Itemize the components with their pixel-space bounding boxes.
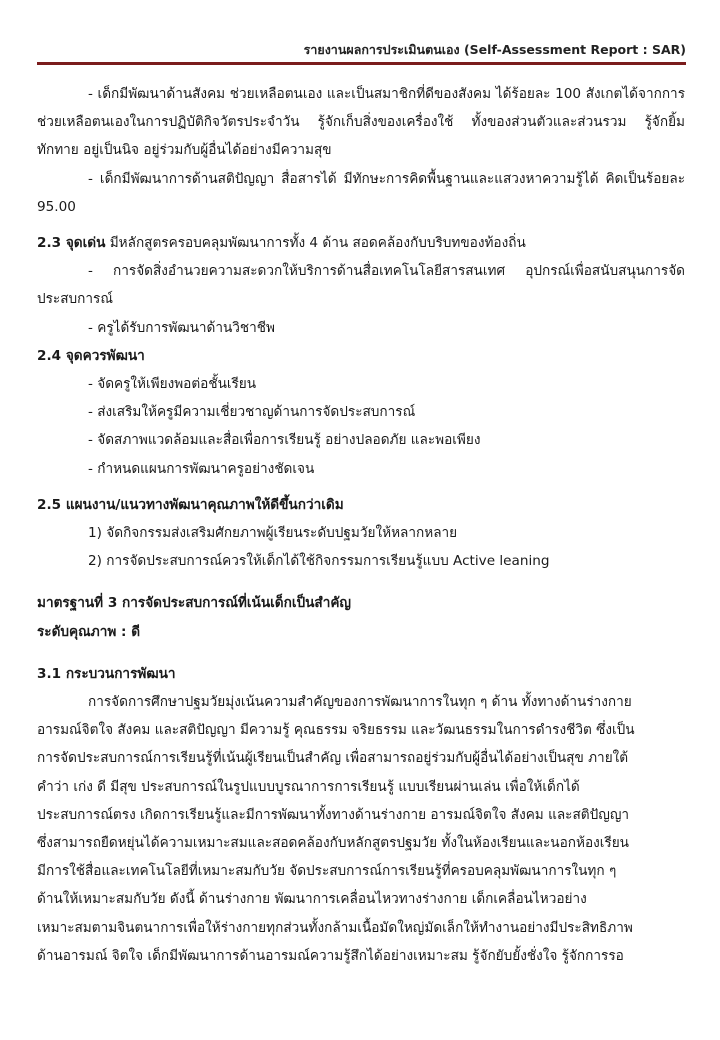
paragraph-intellectual-development: - เด็กมีพัฒนาการด้านสติปัญญา สื่อสารได้ มีทักษะการคิดพื้นฐานและแสวงหาความรู้ได้ คิดเป็นร้อยละ 95.00 — [37, 170, 685, 215]
list-item: - กำหนดแผนการพัฒนาครูอย่างชัดเจน — [88, 460, 315, 477]
paragraph-line: อารมณ์จิตใจ สังคม และสติปัญญา มีความรู้ คุณธรรม จริยธรรม และวัฒนธรรมในการดำรงชีวิต ซึ่งเป็น — [37, 722, 635, 739]
standard-3-title: มาตรฐานที่ 3 การจัดประสบการณ์ที่เน้นเด็กเป็นสำคัญ — [37, 595, 351, 612]
paragraph-line: ประสบการณ์ตรง เกิดการเรียนรู้และมีการพัฒนาทั้งทางด้านร่างกาย อารมณ์จิตใจ สังคม และสติปัญญา — [37, 806, 630, 823]
section-2-3 — [37, 229, 685, 257]
section-3-1-heading: 3.1 กระบวนการพัฒนา — [37, 665, 176, 682]
document-body — [37, 80, 685, 970]
list-item: - ครูได้รับการพัฒนาด้านวิชาชีพ — [88, 319, 275, 336]
paragraph-line: ซึ่งสามารถยืดหยุ่นได้ความเหมาะสมและสอดคล้องกับหลักสูตรปฐมวัย ทั้งในห้องเรียนและนอกห้องเรียน — [37, 835, 629, 852]
section-2-4-heading: 2.4 จุดควรพัฒนา — [37, 347, 145, 364]
header-divider — [37, 62, 686, 65]
section-2-3-text: มีหลักสูตรครอบคลุมพัฒนาการทั้ง 4 ด้าน สอดคล้องกับบริบทของท้องถิ่น — [105, 235, 526, 252]
list-item: - จัดครูให้เพียงพอต่อชั้นเรียน — [88, 376, 257, 393]
paragraph-line: การจัดประสบการณ์การเรียนรู้ที่เน้นผู้เรียนเป็นสำคัญ เพื่อสามารถอยู่ร่วมกับผู้อื่นได้อย่างเป็นสุข ภายใต้ — [37, 750, 629, 767]
paragraph-line: ด้านให้เหมาะสมกับวัย ดังนี้ ด้านร่างกาย พัฒนาการเคลื่อนไหวทางร่างกาย เด็กเคลื่อนไหวอย่าง — [37, 891, 587, 908]
paragraph-line: ด้านอารมณ์ จิตใจ เด็กมีพัฒนาการด้านอารมณ์ความรู้สึกได้อย่างเหมาะสม รู้จักยับยั้งชั่งใจ รู้จักการรอ — [37, 947, 624, 964]
report-header: รายงานผลการประเมินตนเอง (Self-Assessment Report : SAR) — [303, 42, 686, 57]
list-item: 2) การจัดประสบการณ์ควรให้เด็กได้ใช้กิจกรรมการเรียนรู้แบบ Active leaning — [88, 553, 550, 570]
section-3-1-paragraph — [37, 688, 685, 970]
section-2-5-heading: 2.5 แผนงาน/แนวทางพัฒนาคุณภาพให้ดีขึ้นกว่าเดิม — [37, 496, 344, 513]
list-item: - การจัดสิ่งอำนวยความสะดวกให้บริการด้านสื่อเทคโนโลยีสารสนเทศ อุปกรณ์เพื่อสนับสนุนการจัดประสบการณ์ — [37, 263, 685, 308]
quality-level: ระดับคุณภาพ : ดี — [37, 623, 141, 640]
list-item: 1) จัดกิจกรรมส่งเสริมศักยภาพผู้เรียนระดับปฐมวัยให้หลากหลาย — [88, 525, 458, 542]
list-item: - จัดสภาพแวดล้อมและสื่อเพื่อการเรียนรู้ อย่างปลอดภัย และพอเพียง — [88, 432, 481, 449]
paragraph-line: คำว่า เก่ง ดี มีสุข ประสบการณ์ในรูปแบบบูรณาการการเรียนรู้ แบบเรียนผ่านเล่น เพื่อให้เด็กได้ — [37, 778, 580, 795]
list-item: - ส่งเสริมให้ครูมีความเชี่ยวชาญด้านการจัดประสบการณ์ — [88, 404, 416, 421]
paragraph-line: การจัดการศึกษาปฐมวัยมุ่งเน้นความสำคัญของการพัฒนาการในทุก ๆ ด้าน ทั้งทางด้านร่างกาย — [88, 694, 632, 711]
paragraph-line: มีการใช้สื่อและเทคโนโลยีที่เหมาะสมกับวัย จัดประสบการณ์การเรียนรู้ที่ครอบคลุมพัฒนาการในทุก ๆ — [37, 863, 617, 880]
paragraph-line: เหมาะสมตามจินตนาการเพื่อให้ร่างกายทุกส่วนทั้งกล้ามเนื้อมัดใหญ่มัดเล็กให้ทำงานอย่างมีประสิทธิภาพ — [37, 919, 633, 936]
section-2-3-heading: 2.3 จุดเด่น — [37, 235, 106, 252]
paragraph-social-development: - เด็กมีพัฒนาด้านสังคม ช่วยเหลือตนเอง และเป็นสมาชิกที่ดีของสังคม ได้ร้อยละ 100 สังเกตได้จากการช่วยเหลือตนเองในการปฏิบัติกิจวัตรประจำวัน รู้จักเก็บสิ่งของเครื่องใช้ ทั้งของส่วนตัวและส่วนรวม รู้จักยิ้ม ทักทาย อยู่เป็นนิจ อยู่ร่วมกับผู้อื่นได้อย่างมีความสุข — [37, 86, 685, 159]
